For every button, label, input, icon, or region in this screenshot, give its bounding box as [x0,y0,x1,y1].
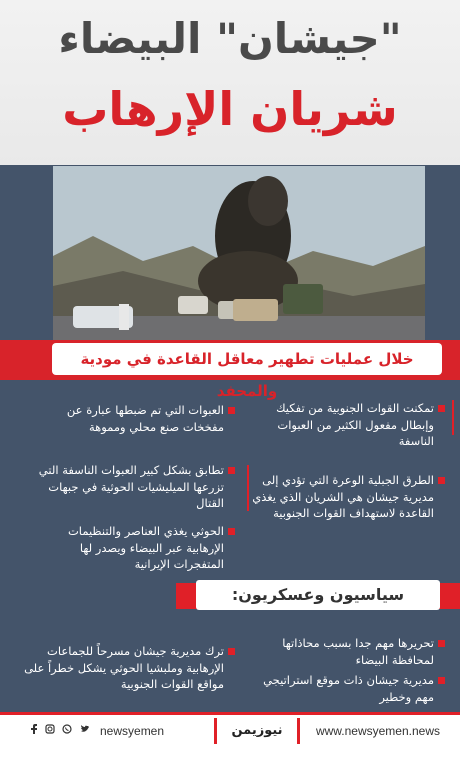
left-item-2: تطابق بشكل كبير العبوات الناسفة التي تزرعها الميليشيات الحوثية في جبهات القتال [38,463,224,511]
subtitle: خلال عمليات تطهير معاقل القاعدة في مودية والمحفد [52,343,442,375]
brand-logo: نيوزيمن [214,718,300,744]
bullet-icon [438,405,445,412]
bullet-icon [228,407,235,414]
twitter-icon[interactable] [80,724,90,737]
bullet-icon [228,648,235,655]
right2-item-2: مديرية جيشان ذات موقع استراتيجي مهم وخطير [263,673,434,704]
divider [247,465,249,511]
photo-illustration [53,166,425,346]
bullet-icon [228,528,235,535]
bullet-icon [228,467,235,474]
section2-title: سياسيون وعسكريون: [196,580,440,610]
left2-item-1: ترك مديرية جيشان مسرحاً للجماعات الإرهابية وملبشيا الحوثي يشكل خطراً على مواقع القوات الجنوبية [24,644,224,692]
bullet-icon [438,640,445,647]
main-title-line1: "جيشان" البيضاء [58,14,402,63]
bullet-icon [438,677,445,684]
divider [452,400,454,435]
left-item-1: العبوات التي تم ضبطها عبارة عن مفخخات صنع محلي ومموهة [66,403,224,434]
right2-item-1: تحريرها مهم جدا بسبب محاذاتها لمحافظة البيضاء [282,636,434,667]
bullet-icon [438,477,445,484]
social-handle[interactable]: newsyemen [100,724,165,738]
whatsapp-icon[interactable] [62,724,72,737]
instagram-icon[interactable] [45,724,55,737]
right-item-2: الطرق الجبلية الوعرة التي تؤدي إلى مديرية جيشان هي الشريان الذي يغذي القاعدة لاستهداف القوات الجنوبية [252,473,434,521]
footer-line [0,712,460,715]
explosion-photo [53,166,425,346]
website-link[interactable]: www.newsyemen.news [315,724,440,738]
facebook-icon[interactable] [30,724,38,737]
right-item-1: تمكنت القوات الجنوبية من تفكيك وإبطال مفعول الكثير من العبوات الناسفة [276,401,434,449]
left-item-3: الحوثي يغذي العناصر والتنظيمات الإرهابية عبر البيضاء ويصدر لها المتفجرات الإيرانية [67,524,224,572]
main-title-line2: شريان الإرهاب [62,82,398,136]
